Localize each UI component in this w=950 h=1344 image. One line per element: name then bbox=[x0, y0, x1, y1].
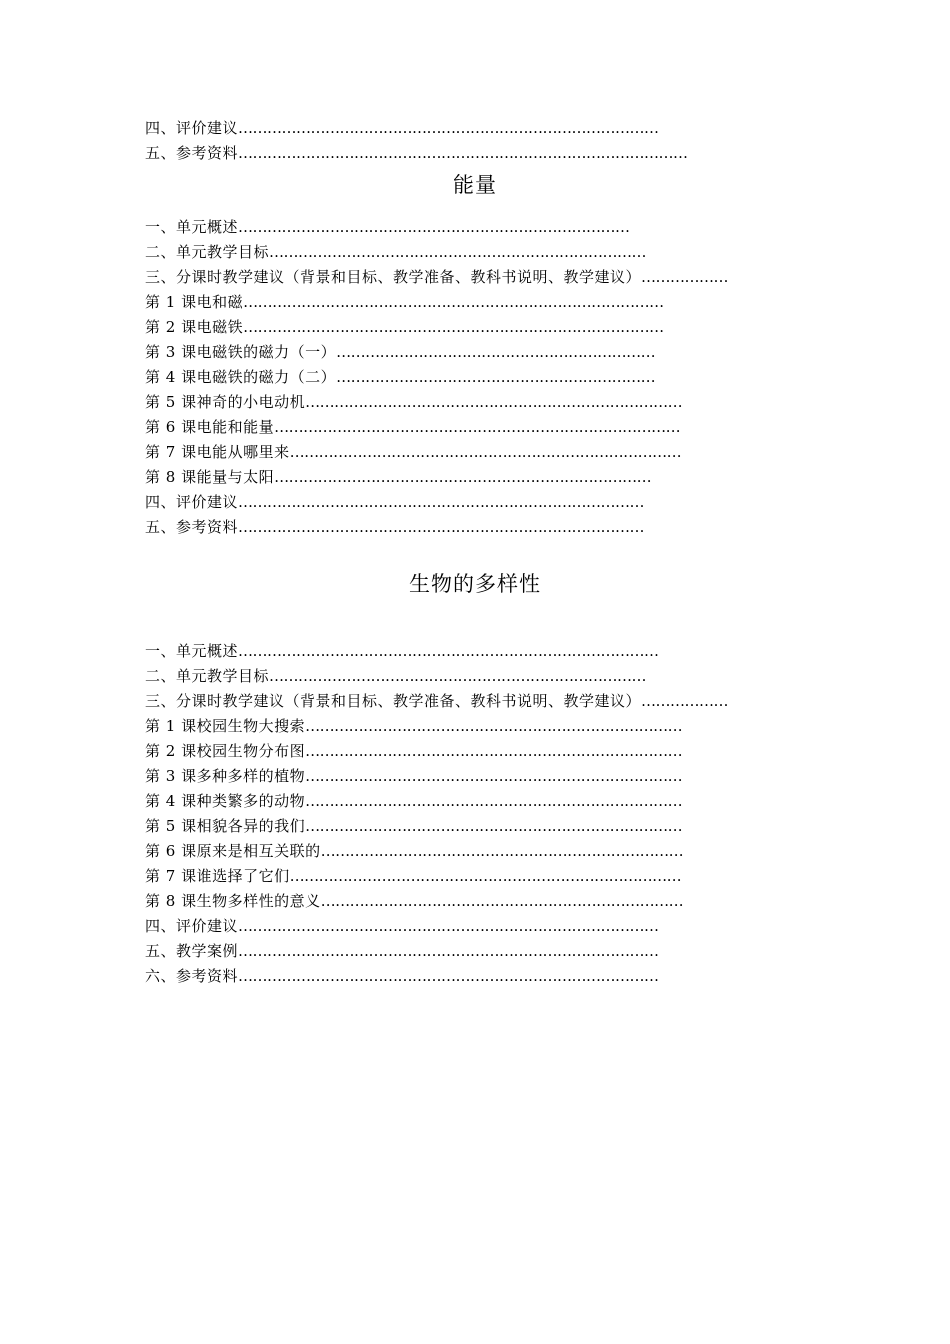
toc-line-text: 第 6 课原来是相互关联的 bbox=[145, 842, 321, 860]
toc-leader-dots: ………………………………………………………………………………… bbox=[238, 144, 688, 162]
toc-leader-dots: …………………………………………………………………… bbox=[305, 817, 683, 835]
toc-line[interactable] bbox=[145, 266, 728, 288]
toc-line[interactable] bbox=[145, 815, 682, 837]
toc-leader-dots: …………………………………………………………………… bbox=[305, 767, 683, 785]
toc-leader-dots: …………………………………………………………………… bbox=[274, 468, 652, 486]
toc-leader-dots: ……………… bbox=[641, 268, 729, 286]
toc-leader-dots: ………………………………………………………………………… bbox=[274, 418, 681, 436]
toc-leader-dots: …………………………………………………………………………… bbox=[238, 119, 659, 137]
toc-line-text: 一、单元概述 bbox=[145, 642, 239, 660]
toc-leader-dots: …………………………………………………………………………… bbox=[243, 293, 664, 311]
toc-line[interactable] bbox=[145, 640, 659, 662]
toc-leader-dots: ……………………………………………………………………… bbox=[238, 218, 630, 236]
toc-leader-dots: …………………………………………………………………………… bbox=[238, 642, 659, 660]
toc-line-text: 五、参考资料 bbox=[145, 144, 239, 162]
toc-leader-dots: ……………………………………………………………………… bbox=[289, 443, 682, 461]
toc-line[interactable] bbox=[145, 940, 659, 962]
toc-line-text: 第 5 课神奇的小电动机 bbox=[145, 393, 306, 411]
toc-line-text: 四、评价建议 bbox=[145, 119, 239, 137]
toc-leader-dots: …………………………………………………………………… bbox=[269, 243, 647, 261]
toc-line[interactable] bbox=[145, 740, 682, 762]
toc-line[interactable] bbox=[145, 915, 659, 937]
toc-line[interactable] bbox=[145, 391, 682, 413]
toc-line[interactable] bbox=[145, 441, 681, 463]
toc-line-text: 三、分课时教学建议（背景和目标、教学准备、教科书说明、教学建议） bbox=[145, 268, 642, 286]
toc-leader-dots: …………………………………………………………………………… bbox=[238, 967, 659, 985]
toc-line-text: 一、单元概述 bbox=[145, 218, 239, 236]
toc-line-text: 第 3 课电磁铁的磁力（一） bbox=[145, 343, 337, 361]
toc-leader-dots: …………………………………………………………………… bbox=[305, 717, 683, 735]
toc-line-text: 四、评价建议 bbox=[145, 917, 239, 935]
toc-line-text: 第 4 课种类繁多的动物 bbox=[145, 792, 306, 810]
toc-line[interactable] bbox=[145, 491, 644, 513]
toc-line[interactable] bbox=[145, 366, 655, 388]
toc-line[interactable] bbox=[145, 965, 659, 987]
toc-leader-dots: ……………………………………………………………………… bbox=[289, 867, 682, 885]
toc-line-text: 第 7 课电能从哪里来 bbox=[145, 443, 290, 461]
toc-line-text: 第 8 课生物多样性的意义 bbox=[145, 892, 321, 910]
toc-line[interactable] bbox=[145, 865, 681, 887]
toc-line-text: 第 7 课谁选择了它们 bbox=[145, 867, 290, 885]
toc-line-text: 第 1 课校园生物大搜索 bbox=[145, 717, 306, 735]
toc-line-text: 五、参考资料 bbox=[145, 518, 239, 536]
toc-line[interactable] bbox=[145, 690, 728, 712]
toc-line-text: 五、教学案例 bbox=[145, 942, 239, 960]
toc-line[interactable] bbox=[145, 241, 646, 263]
toc-leader-dots: …………………………………………………………………… bbox=[269, 667, 647, 685]
toc-leader-dots: …………………………………………………………………… bbox=[305, 742, 683, 760]
toc-leader-dots: ………………………………………………………………… bbox=[320, 842, 684, 860]
section-title-biodiversity: 生物的多样性 bbox=[409, 572, 541, 596]
toc-leader-dots: …………………………………………………………………… bbox=[305, 792, 683, 810]
toc-line[interactable] bbox=[145, 665, 646, 687]
toc-line-evaluation[interactable] bbox=[145, 117, 659, 139]
toc-line[interactable] bbox=[145, 341, 655, 363]
toc-line-text: 第 8 课能量与太阳 bbox=[145, 468, 275, 486]
toc-line[interactable] bbox=[145, 291, 664, 313]
toc-leader-dots: …………………………………………………………………… bbox=[305, 393, 683, 411]
toc-leader-dots: ………………………………………………………… bbox=[336, 368, 656, 386]
toc-line[interactable] bbox=[145, 466, 651, 488]
toc-leader-dots: …………………………………………………………………………… bbox=[238, 942, 659, 960]
toc-line-text: 第 2 课电磁铁 bbox=[145, 318, 244, 336]
toc-line-text: 第 3 课多种多样的植物 bbox=[145, 767, 306, 785]
section-title-energy: 能量 bbox=[453, 173, 497, 197]
toc-line-text: 二、单元教学目标 bbox=[145, 243, 270, 261]
toc-line-text: 三、分课时教学建议（背景和目标、教学准备、教科书说明、教学建议） bbox=[145, 692, 642, 710]
toc-line[interactable] bbox=[145, 765, 682, 787]
toc-leader-dots: …………………………………………………………………………… bbox=[238, 917, 659, 935]
toc-leader-dots: …………………………………………………………………………… bbox=[243, 318, 664, 336]
toc-line[interactable] bbox=[145, 316, 664, 338]
toc-leader-dots: ………………………………………………………………………… bbox=[238, 518, 645, 536]
toc-line-text: 六、参考资料 bbox=[145, 967, 239, 985]
toc-line-text: 第 4 课电磁铁的磁力（二） bbox=[145, 368, 337, 386]
toc-line-text: 二、单元教学目标 bbox=[145, 667, 270, 685]
toc-line-text: 四、评价建议 bbox=[145, 493, 239, 511]
toc-leader-dots: ……………… bbox=[641, 692, 729, 710]
toc-leader-dots: ………………………………………………………… bbox=[336, 343, 656, 361]
toc-line[interactable] bbox=[145, 516, 644, 538]
toc-line-references[interactable] bbox=[145, 142, 688, 164]
toc-line-text: 第 2 课校园生物分布图 bbox=[145, 742, 306, 760]
toc-line[interactable] bbox=[145, 840, 683, 862]
toc-line[interactable] bbox=[145, 790, 682, 812]
toc-leader-dots: ………………………………………………………………………… bbox=[238, 493, 645, 511]
toc-line[interactable] bbox=[145, 715, 682, 737]
toc-leader-dots: ………………………………………………………………… bbox=[320, 892, 684, 910]
toc-line[interactable] bbox=[145, 890, 683, 912]
toc-line[interactable] bbox=[145, 416, 680, 438]
toc-line-text: 第 1 课电和磁 bbox=[145, 293, 244, 311]
toc-line[interactable] bbox=[145, 216, 630, 238]
toc-line-text: 第 5 课相貌各异的我们 bbox=[145, 817, 306, 835]
toc-line-text: 第 6 课电能和能量 bbox=[145, 418, 275, 436]
